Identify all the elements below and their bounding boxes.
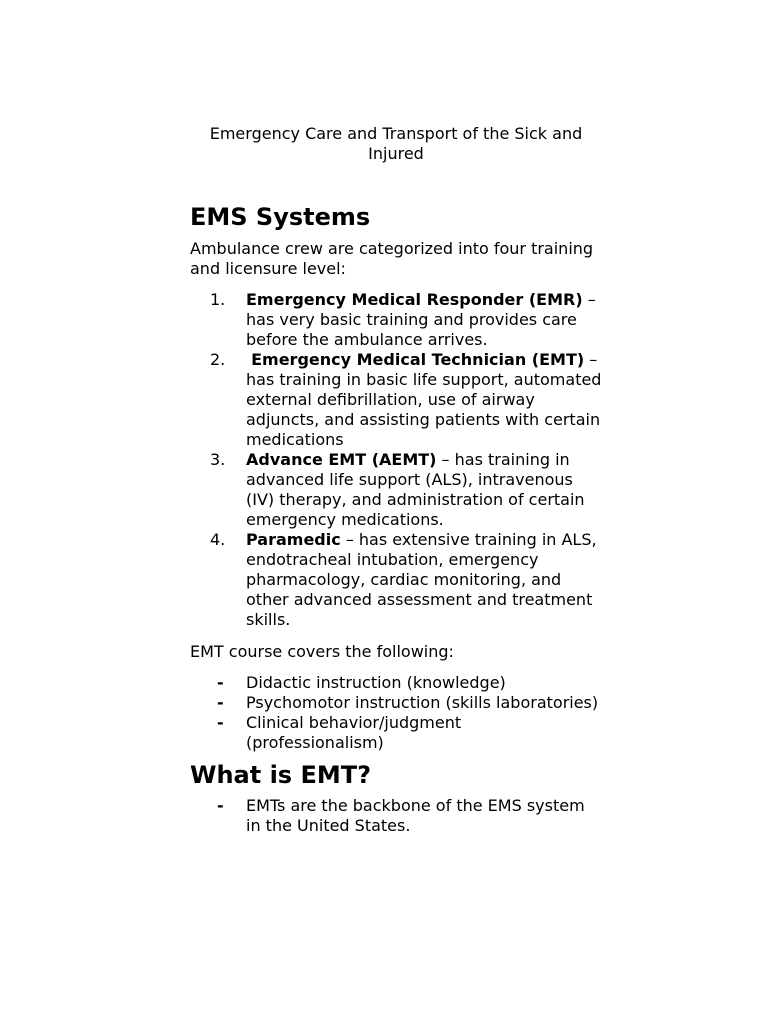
list-item-text: Didactic instruction (knowledge) [246, 673, 506, 692]
list-number: 2. [210, 350, 226, 369]
training-levels-list [190, 290, 602, 630]
section-heading-what-is-emt: What is EMT? [190, 761, 372, 789]
level-description: – has very basic training and provides care before the ambulance arrives. [246, 290, 596, 349]
list-number: 3. [210, 450, 226, 469]
level-description: – has training in basic life support, automated external defibrillation, use of airway adjuncts, and assisting patients with certain medications [246, 350, 602, 449]
list-item [190, 673, 602, 693]
dash-bullet: - [217, 796, 224, 815]
document-title: Emergency Care and Transport of the Sick and Injured [209, 124, 583, 163]
list-item [190, 350, 602, 450]
section-heading-ems-systems: EMS Systems [190, 203, 371, 231]
dash-bullet: - [217, 713, 224, 732]
list-item [190, 450, 602, 530]
level-term: Emergency Medical Responder (EMR) [246, 290, 583, 309]
ems-intro-paragraph: Ambulance crew are categorized into four training and licensure level: [190, 239, 594, 278]
dash-bullet: - [217, 693, 224, 712]
course-items-list [190, 673, 602, 753]
course-intro-paragraph: EMT course covers the following: [190, 642, 454, 661]
document-page [190, 124, 602, 836]
list-item [190, 796, 602, 836]
list-item [190, 693, 602, 713]
list-number: 4. [210, 530, 226, 549]
list-number: 1. [210, 290, 226, 309]
level-term: Emergency Medical Technician (EMT) [251, 350, 585, 369]
list-item [190, 713, 602, 753]
list-item-text: Clinical behavior/judgment (professionalism) [246, 713, 462, 752]
dash-bullet: - [217, 673, 224, 692]
list-item-text: EMTs are the backbone of the EMS system in the United States. [246, 796, 585, 835]
list-item [190, 530, 602, 630]
level-term: Paramedic [246, 530, 341, 549]
level-description: – has extensive training in ALS, endotracheal intubation, emergency pharmacology, cardiac monitoring, and other advanced assessment and treatment skills. [246, 530, 597, 629]
list-item-text: Psychomotor instruction (skills laboratories) [246, 693, 599, 712]
level-term: Advance EMT (AEMT) [246, 450, 437, 469]
what-is-emt-list [190, 796, 602, 836]
level-description: – has training in advanced life support (ALS), intravenous (IV) therapy, and administration of certain emergency medications. [246, 450, 585, 529]
list-item [190, 290, 602, 350]
